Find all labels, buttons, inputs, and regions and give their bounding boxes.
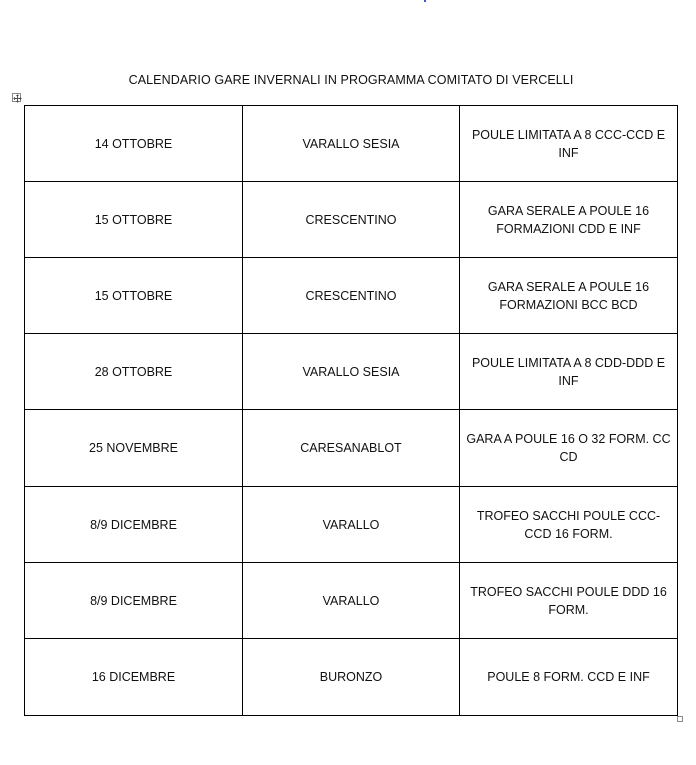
- decorative-dot: [424, 0, 426, 2]
- location-cell: VARALLO SESIA: [243, 106, 460, 182]
- table-row: [25, 563, 678, 639]
- date-cell: 14 OTTOBRE: [25, 106, 243, 182]
- location-cell: CRESCENTINO: [243, 258, 460, 334]
- location-cell: VARALLO SESIA: [243, 334, 460, 410]
- table-row: [25, 410, 678, 487]
- event-cell: TROFEO SACCHI POULE CCC-CCD 16 FORM.: [460, 487, 678, 563]
- table-resize-handle-icon[interactable]: [677, 716, 683, 722]
- date-cell: 15 OTTOBRE: [25, 182, 243, 258]
- table-row: [25, 334, 678, 410]
- table-row: [25, 106, 678, 182]
- date-cell: 8/9 DICEMBRE: [25, 563, 243, 639]
- location-cell: VARALLO: [243, 487, 460, 563]
- table-move-handle-icon[interactable]: [12, 93, 21, 102]
- event-cell: GARA A POULE 16 O 32 FORM. CC CD: [460, 410, 678, 487]
- event-cell: GARA SERALE A POULE 16 FORMAZIONI CDD E INF: [460, 182, 678, 258]
- table-row: [25, 258, 678, 334]
- event-cell: POULE 8 FORM. CCD E INF: [460, 639, 678, 716]
- location-cell: CRESCENTINO: [243, 182, 460, 258]
- event-cell: GARA SERALE A POULE 16 FORMAZIONI BCC BCD: [460, 258, 678, 334]
- event-cell: POULE LIMITATA A 8 CDD-DDD E INF: [460, 334, 678, 410]
- date-cell: 16 DICEMBRE: [25, 639, 243, 716]
- race-calendar-table: [24, 105, 678, 716]
- location-cell: VARALLO: [243, 563, 460, 639]
- date-cell: 15 OTTOBRE: [25, 258, 243, 334]
- date-cell: 28 OTTOBRE: [25, 334, 243, 410]
- table-row: [25, 182, 678, 258]
- event-cell: TROFEO SACCHI POULE DDD 16 FORM.: [460, 563, 678, 639]
- date-cell: 25 NOVEMBRE: [25, 410, 243, 487]
- event-cell: POULE LIMITATA A 8 CCC-CCD E INF: [460, 106, 678, 182]
- document-title: CALENDARIO GARE INVERNALI IN PROGRAMMA COMITATO DI VERCELLI: [128, 73, 574, 87]
- location-cell: CARESANABLOT: [243, 410, 460, 487]
- date-cell: 8/9 DICEMBRE: [25, 487, 243, 563]
- location-cell: BURONZO: [243, 639, 460, 716]
- table-row: [25, 487, 678, 563]
- table-row: [25, 639, 678, 716]
